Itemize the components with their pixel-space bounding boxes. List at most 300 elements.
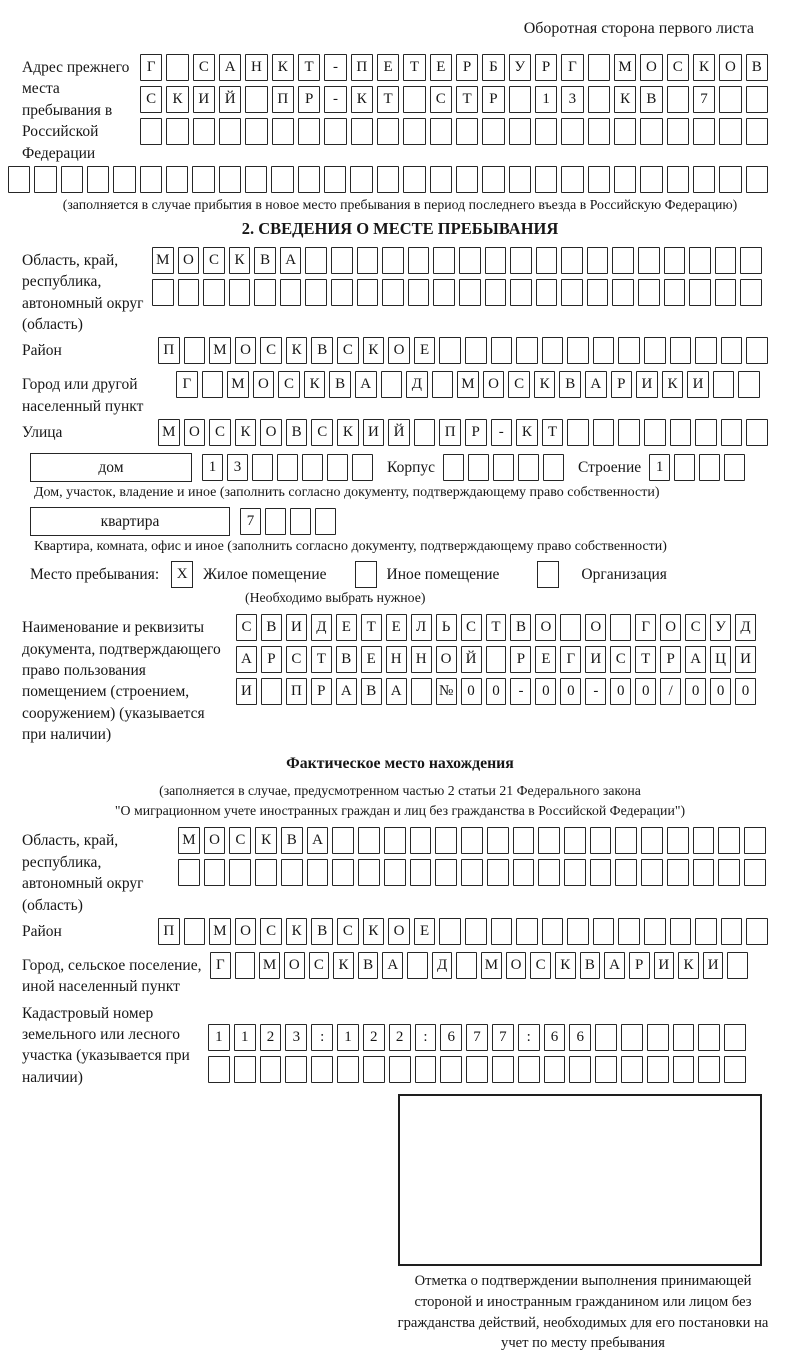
kvartira-box-label: квартира	[30, 507, 230, 536]
kadastr-field	[0, 1000, 800, 1089]
char-box	[435, 827, 457, 854]
char-box	[695, 419, 717, 446]
char-box	[593, 918, 615, 945]
char-box	[113, 166, 135, 193]
char-box: 0	[610, 678, 631, 705]
char-box	[235, 952, 256, 979]
char-box: М	[259, 952, 280, 979]
char-box	[667, 118, 689, 145]
char-box: 7	[240, 508, 261, 535]
char-box: К	[678, 952, 699, 979]
char-box	[664, 279, 686, 306]
prev-address-note: (заполняется в случае прибытия в новое место пребывания в период последнего въезда в Российскую Федерацию)	[62, 196, 738, 212]
char-box	[439, 918, 461, 945]
char-box	[193, 118, 215, 145]
char-box	[641, 827, 663, 854]
char-box	[721, 419, 743, 446]
raion-field	[0, 337, 800, 369]
char-box	[560, 614, 581, 641]
char-box: С	[140, 86, 162, 113]
char-box	[487, 827, 509, 854]
char-box	[245, 166, 267, 193]
char-box	[587, 279, 609, 306]
char-box: А	[219, 54, 241, 81]
char-box	[245, 86, 267, 113]
char-box	[184, 918, 206, 945]
char-box	[670, 337, 692, 364]
char-box	[491, 918, 513, 945]
char-box	[415, 1056, 437, 1083]
char-box: 1	[234, 1024, 256, 1051]
char-box	[510, 279, 532, 306]
char-box: /	[660, 678, 681, 705]
char-box	[724, 1024, 746, 1051]
ulitsa-field	[0, 419, 800, 451]
char-box: К	[337, 419, 359, 446]
char-box: 7	[693, 86, 715, 113]
char-box	[290, 508, 311, 535]
char-box: И	[585, 646, 606, 673]
char-box: 6	[440, 1024, 462, 1051]
char-box	[509, 86, 531, 113]
stamp-caption: Отметка о подтверждении выполнения принимающей стороной и иностранным гражданином или лицом без гражданства действий, необходимых для его постановки на учет по месту пребывания	[397, 1273, 769, 1352]
mesto-label: Место пребывания:	[30, 565, 160, 583]
char-box	[542, 918, 564, 945]
char-box: Л	[411, 614, 432, 641]
char-box	[255, 859, 277, 886]
char-box: Г	[561, 54, 583, 81]
char-box: О	[535, 614, 556, 641]
section2-title: 2. СВЕДЕНИЯ О МЕСТЕ ПРЕБЫВАНИЯ	[241, 218, 559, 238]
char-box: К	[166, 86, 188, 113]
char-box: П	[158, 918, 180, 945]
char-box	[430, 118, 452, 145]
char-box	[363, 1056, 385, 1083]
char-box	[518, 454, 539, 481]
char-box: Р	[311, 678, 332, 705]
char-box	[727, 952, 748, 979]
char-box	[389, 1056, 411, 1083]
char-box: Е	[336, 614, 357, 641]
char-box	[465, 337, 487, 364]
char-box	[647, 1056, 669, 1083]
char-box: П	[286, 678, 307, 705]
char-box	[377, 118, 399, 145]
char-box	[621, 1056, 643, 1083]
char-box	[407, 952, 428, 979]
char-box	[740, 247, 762, 274]
char-box: С	[260, 337, 282, 364]
char-box: Д	[311, 614, 332, 641]
char-box: И	[363, 419, 385, 446]
char-box	[331, 247, 353, 274]
char-box	[644, 337, 666, 364]
char-box	[740, 279, 762, 306]
char-box	[644, 918, 666, 945]
char-box: Т	[403, 54, 425, 81]
char-box: К	[363, 918, 385, 945]
char-box: Г	[635, 614, 656, 641]
char-box	[432, 371, 454, 398]
oblast-row-2	[152, 279, 762, 306]
char-box	[610, 614, 631, 641]
char-box: О	[660, 614, 681, 641]
char-box: Т	[486, 614, 507, 641]
char-box: К	[304, 371, 326, 398]
char-box: Р	[660, 646, 681, 673]
char-box	[715, 247, 737, 274]
char-box	[203, 279, 225, 306]
char-box	[410, 827, 432, 854]
char-box: 2	[363, 1024, 385, 1051]
char-box: А	[585, 371, 607, 398]
char-box: В	[358, 952, 379, 979]
char-box: С	[610, 646, 631, 673]
fakt-gorod-label: Город, сельское поселение, иной населенный пункт	[22, 956, 202, 996]
char-box: Т	[456, 86, 478, 113]
char-box	[612, 279, 634, 306]
char-box	[411, 678, 432, 705]
char-box	[332, 827, 354, 854]
char-box: 0	[535, 678, 556, 705]
char-box	[518, 1056, 540, 1083]
fakt-oblast-field	[0, 827, 800, 916]
char-box	[440, 1056, 462, 1083]
oblast-field	[0, 247, 800, 336]
ulitsa-row	[158, 419, 768, 446]
char-box	[277, 454, 298, 481]
char-box	[719, 118, 741, 145]
char-box: 0	[710, 678, 731, 705]
char-box: К	[614, 86, 636, 113]
char-box: 0	[486, 678, 507, 705]
korpus-row	[443, 454, 564, 481]
prev-address-row-2	[140, 86, 768, 113]
char-box: 3	[561, 86, 583, 113]
char-box: Б	[482, 54, 504, 81]
char-box: С	[260, 918, 282, 945]
char-box	[689, 247, 711, 274]
char-box: -	[491, 419, 513, 446]
char-box: С	[311, 419, 333, 446]
char-box	[670, 918, 692, 945]
char-box: 0	[461, 678, 482, 705]
char-box: И	[636, 371, 658, 398]
char-box: В	[329, 371, 351, 398]
char-box: В	[559, 371, 581, 398]
char-box: А	[355, 371, 377, 398]
char-box	[315, 508, 336, 535]
char-box	[260, 1056, 282, 1083]
char-box	[664, 247, 686, 274]
prev-address-row-1	[140, 54, 768, 81]
char-box: В	[311, 918, 333, 945]
fakt-raion-label: Район	[22, 922, 62, 940]
char-box: Р	[611, 371, 633, 398]
char-box	[305, 279, 327, 306]
char-box: С	[286, 646, 307, 673]
char-box	[693, 859, 715, 886]
char-box	[403, 166, 425, 193]
dom-note: Дом, участок, владение и иное (заполнить согласно документу, подтверждающему право собственности)	[34, 485, 660, 501]
char-box	[724, 454, 745, 481]
char-box	[588, 166, 610, 193]
char-box	[647, 1024, 669, 1051]
char-box: Т	[542, 419, 564, 446]
char-box	[382, 279, 404, 306]
char-box	[516, 918, 538, 945]
page-side-note: Оборотная сторона первого листа	[523, 20, 754, 37]
char-box: К	[351, 86, 373, 113]
char-box	[721, 337, 743, 364]
char-box	[667, 166, 689, 193]
char-box: А	[685, 646, 706, 673]
char-box: Ь	[436, 614, 457, 641]
char-box	[305, 247, 327, 274]
fakt-raion-row	[158, 918, 768, 945]
char-box	[509, 166, 531, 193]
char-box: 1	[649, 454, 670, 481]
char-box	[357, 247, 379, 274]
char-box	[544, 1056, 566, 1083]
prev-address-row-3	[140, 118, 768, 145]
char-box	[229, 859, 251, 886]
char-box	[588, 86, 610, 113]
char-box	[332, 859, 354, 886]
char-box	[695, 337, 717, 364]
fakt-note	[0, 781, 800, 821]
char-box: Р	[456, 54, 478, 81]
char-box: В	[261, 614, 282, 641]
prev-address-rows	[140, 54, 768, 150]
char-box: И	[654, 952, 675, 979]
document-field	[0, 614, 800, 745]
char-box	[265, 508, 286, 535]
char-box: 6	[569, 1024, 591, 1051]
document-label: Наименование и реквизиты документа, подтверждающего право пользования помещением (строением, сооружением) (указывается при наличии)	[22, 619, 221, 743]
char-box	[461, 859, 483, 886]
char-box: 1	[337, 1024, 359, 1051]
char-box	[561, 118, 583, 145]
fakt-oblast-row-2	[178, 859, 766, 886]
char-box	[403, 118, 425, 145]
char-box: А	[386, 678, 407, 705]
char-box	[166, 54, 188, 81]
char-box	[261, 678, 282, 705]
char-box: 1	[208, 1024, 230, 1051]
char-box	[466, 1056, 488, 1083]
char-box	[673, 1024, 695, 1051]
char-box	[166, 118, 188, 145]
char-box	[358, 827, 380, 854]
char-box: П	[351, 54, 373, 81]
char-box: С	[508, 371, 530, 398]
char-box	[178, 279, 200, 306]
char-box	[614, 166, 636, 193]
char-box: Т	[361, 614, 382, 641]
char-box	[443, 454, 464, 481]
char-box	[590, 827, 612, 854]
char-box: О	[204, 827, 226, 854]
char-box: -	[324, 54, 346, 81]
char-box	[674, 454, 695, 481]
char-box	[491, 337, 513, 364]
char-box	[178, 859, 200, 886]
kadastr-row-1	[208, 1024, 746, 1051]
char-box: С	[236, 614, 257, 641]
char-box	[219, 166, 241, 193]
char-box	[307, 859, 329, 886]
char-box	[439, 337, 461, 364]
char-box: 7	[492, 1024, 514, 1051]
char-box: В	[580, 952, 601, 979]
char-box	[184, 337, 206, 364]
char-box	[695, 918, 717, 945]
fakt-note-line1: (заполняется в случае, предусмотренном частью 2 статьи 21 Федерального закона	[159, 783, 641, 799]
char-box	[456, 166, 478, 193]
char-box: 0	[560, 678, 581, 705]
char-box	[311, 1056, 333, 1083]
char-box	[61, 166, 83, 193]
char-box: О	[284, 952, 305, 979]
char-box	[564, 827, 586, 854]
char-box: 0	[635, 678, 656, 705]
char-box: Р	[535, 54, 557, 81]
char-box	[719, 166, 741, 193]
char-box: О	[719, 54, 741, 81]
fakt-gorod-field	[0, 952, 800, 998]
char-box: О	[640, 54, 662, 81]
char-box	[567, 918, 589, 945]
document-row-2	[236, 646, 756, 673]
char-box: М	[227, 371, 249, 398]
char-box: И	[735, 646, 756, 673]
char-box	[612, 247, 634, 274]
document-row-1	[236, 614, 756, 641]
char-box	[509, 118, 531, 145]
gorod-row	[176, 371, 760, 398]
char-box	[614, 118, 636, 145]
char-box: О	[388, 337, 410, 364]
char-box: В	[254, 247, 276, 274]
char-box	[746, 86, 768, 113]
char-box	[567, 419, 589, 446]
fakt-oblast-row-1	[178, 827, 766, 854]
char-box	[245, 118, 267, 145]
char-box: К	[229, 247, 251, 274]
char-box: У	[509, 54, 531, 81]
char-box	[377, 166, 399, 193]
char-box: :	[311, 1024, 333, 1051]
char-box	[285, 1056, 307, 1083]
char-box: Г	[560, 646, 581, 673]
char-box	[693, 118, 715, 145]
char-box	[615, 827, 637, 854]
char-box: В	[510, 614, 531, 641]
char-box: Р	[298, 86, 320, 113]
char-box	[640, 118, 662, 145]
gorod-label: Город или другой населенный пункт	[22, 376, 144, 415]
char-box: М	[209, 918, 231, 945]
oblast-label: Область, край, республика, автономный округ (область)	[22, 251, 144, 333]
char-box	[738, 371, 760, 398]
char-box	[381, 371, 403, 398]
char-box	[204, 859, 226, 886]
char-box: 6	[544, 1024, 566, 1051]
char-box: И	[286, 614, 307, 641]
korpus-label: Корпус	[387, 458, 435, 476]
char-box: В	[746, 54, 768, 81]
char-box	[542, 337, 564, 364]
char-box: А	[604, 952, 625, 979]
char-box: 2	[260, 1024, 282, 1051]
char-box: М	[152, 247, 174, 274]
fakt-oblast-label: Область, край, республика, автономный округ (область)	[22, 832, 144, 914]
char-box: Й	[388, 419, 410, 446]
char-box: 3	[285, 1024, 307, 1051]
char-box	[234, 1056, 256, 1083]
char-box	[615, 859, 637, 886]
char-box	[718, 827, 740, 854]
char-box	[561, 279, 583, 306]
char-box	[302, 454, 323, 481]
char-box	[698, 1024, 720, 1051]
char-box: П	[158, 337, 180, 364]
char-box: М	[481, 952, 502, 979]
char-box: О	[260, 419, 282, 446]
char-box	[192, 166, 214, 193]
char-box: 2	[389, 1024, 411, 1051]
char-box	[410, 859, 432, 886]
char-box	[208, 1056, 230, 1083]
mesto-note: (Необходимо выбрать нужное)	[245, 590, 426, 606]
char-box	[641, 859, 663, 886]
char-box: И	[236, 678, 257, 705]
char-box: К	[286, 337, 308, 364]
char-box: Ц	[710, 646, 731, 673]
fakt-note-line2: "О миграционном учете иностранных граждан и лиц без гражданства в Российской Федерации")	[114, 803, 686, 819]
char-box: О	[235, 337, 257, 364]
char-box: -	[585, 678, 606, 705]
char-box: К	[363, 337, 385, 364]
char-box: 1	[535, 86, 557, 113]
char-box: К	[534, 371, 556, 398]
char-box	[408, 279, 430, 306]
char-box: С	[229, 827, 251, 854]
char-box	[492, 1056, 514, 1083]
char-box	[324, 118, 346, 145]
char-box	[543, 454, 564, 481]
char-box	[567, 337, 589, 364]
char-box	[493, 454, 514, 481]
char-box: С	[337, 337, 359, 364]
char-box	[618, 918, 640, 945]
char-box: Е	[361, 646, 382, 673]
char-box	[384, 859, 406, 886]
char-box: К	[516, 419, 538, 446]
char-box	[721, 918, 743, 945]
char-box: Р	[629, 952, 650, 979]
char-box: В	[336, 646, 357, 673]
char-box	[140, 118, 162, 145]
char-box: М	[209, 337, 231, 364]
char-box	[352, 454, 373, 481]
prev-address-row-4	[8, 166, 768, 193]
fakt-title: Фактическое место нахождения	[286, 755, 514, 773]
char-box: К	[693, 54, 715, 81]
char-box	[621, 1024, 643, 1051]
char-box: С	[530, 952, 551, 979]
